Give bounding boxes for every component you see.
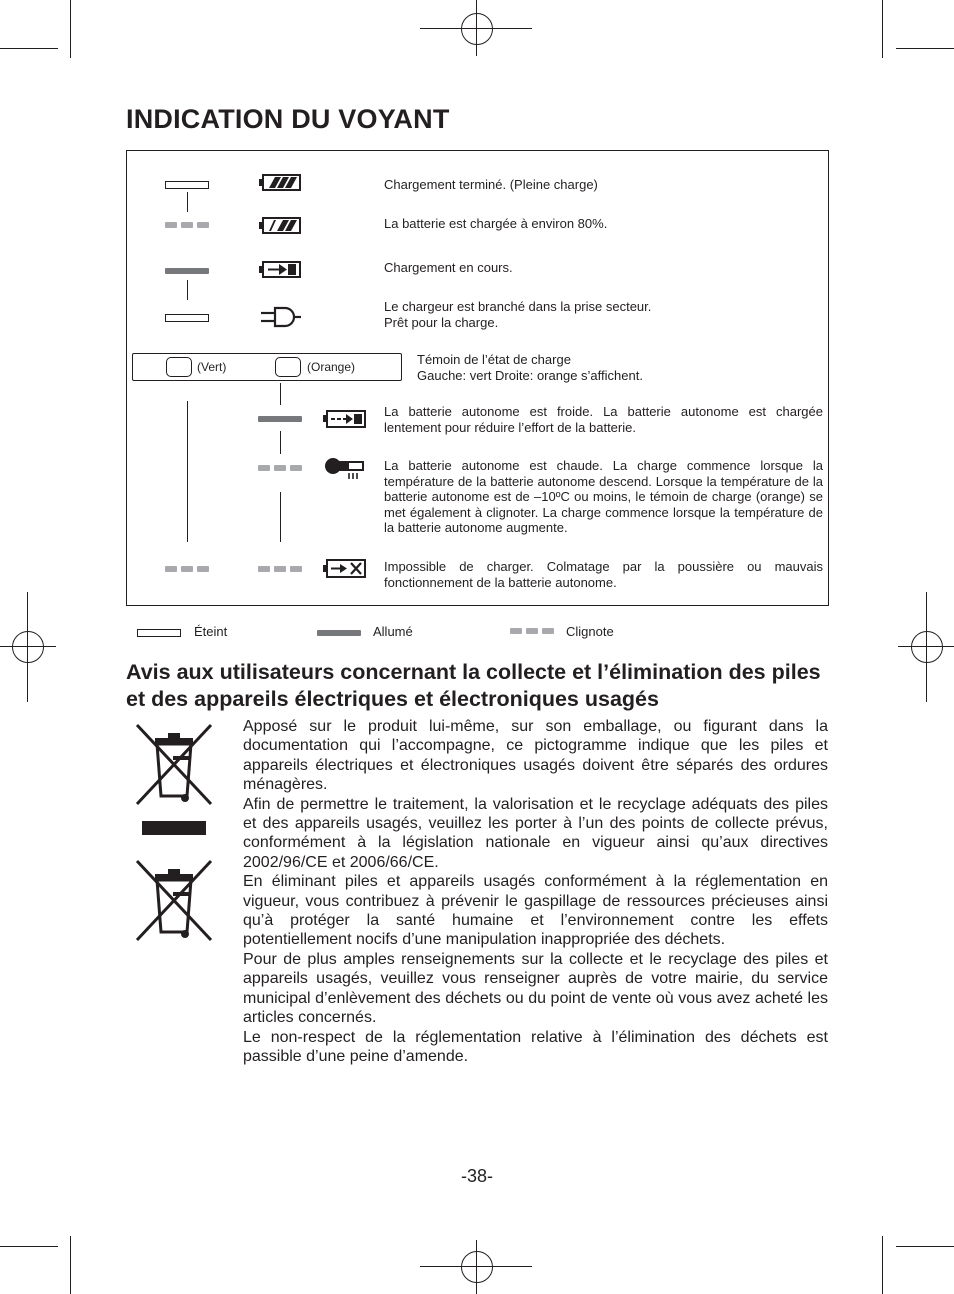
page-title: INDICATION DU VOYANT (126, 104, 450, 134)
indicator-blink (258, 465, 302, 471)
key-off-swatch (137, 629, 181, 637)
orange-label: (Orange) (307, 360, 356, 374)
registration-mark (12, 631, 44, 663)
error-text: Impossible de charger. Colmatage par la poussière ou mauvais fonctionnement de la batterie autonome. (384, 559, 823, 590)
key-on-label: Allumé (373, 624, 413, 639)
connector-line (280, 431, 281, 454)
paragraph: Le non-respect de la réglementation relative à l’élimination des déchets est passible d’une peine d’amende. (243, 1028, 828, 1065)
battery-80-icon (259, 215, 303, 237)
indicator-blink (165, 566, 209, 572)
key-blink-swatch (510, 628, 554, 634)
thermometer-hot-icon (323, 455, 369, 481)
connector-line (187, 280, 188, 300)
plug-icon (259, 305, 303, 329)
row-text (384, 299, 824, 330)
registration-mark (911, 631, 943, 663)
crop-mark (882, 1236, 883, 1294)
section-title: Avis aux utilisateurs concernant la collecte et l’élimination des piles et des appareils électriques et électroniques usagés (126, 660, 821, 711)
crossed-bin-icon (135, 722, 215, 808)
battery-full-icon (259, 172, 303, 194)
connector-line (187, 192, 188, 212)
crop-mark (0, 1246, 58, 1247)
indicator-on (165, 268, 209, 274)
registration-mark (461, 13, 493, 45)
battery-cold-icon (323, 408, 369, 430)
indicator-blink (258, 566, 302, 572)
cold-text: La batterie autonome est froide. La batterie autonome est chargée lentement pour réduire l’effort de la batterie. (384, 404, 823, 435)
row-text: Chargement en cours. (384, 260, 513, 275)
key-on-swatch (317, 630, 361, 636)
connector-line (280, 383, 281, 405)
paragraph: Pour de plus amples renseignements sur la collecte et le recyclage des piles et appareils usagés, veuillez vous renseigner auprès de votre mairie, du service municipal d’enlèvement des déchets ou du point de vente où vous avez acheté les articles concernés. (243, 950, 828, 1027)
connector-line (187, 401, 188, 542)
hot-text: La batterie autonome est chaude. La charge commence lorsque la température de la batterie autonome descend. Lorsque la température de la batterie autonome est de –10ºC ou moins, le témoin de charge (orange) se met également à clignoter. La charge commence lorsque la température de la batterie autonome augmente. (384, 458, 823, 535)
row-text: Chargement terminé. (Pleine charge) (384, 177, 598, 192)
status-lamp-text (417, 352, 817, 383)
key-off-label: Éteint (194, 624, 228, 639)
indicator-on (258, 416, 302, 422)
connector-line (280, 492, 281, 542)
crop-mark (896, 1246, 954, 1247)
registration-mark (461, 1251, 493, 1283)
orange-lamp-icon (275, 357, 301, 377)
paragraph: En éliminant piles et appareils usagés conformément à la réglementation en vigueur, vous contribuez à prévenir le gaspillage de ressources précieuses ainsi qu’à protéger la santé humaine et l’environnement contre les effets potentiellement nocifs d’une manipulation inappropriée des déchets. (243, 873, 828, 949)
status-lamp-line: Gauche: vert Droite: orange s’affichent. (417, 367, 643, 383)
battery-error-icon (323, 557, 369, 581)
crop-mark (0, 48, 58, 49)
crop-mark (70, 1236, 71, 1294)
indicator-blink (165, 222, 209, 228)
key-blink-label: Clignote (566, 624, 614, 639)
crop-mark (882, 0, 883, 58)
status-lamp-line: Témoin de l’état de charge (417, 352, 571, 367)
paragraph: Afin de permettre le traitement, la valorisation et le recyclage adéquats des piles et des appareils usagés, veuillez les porter à l’un des points de collecte prévus, conformément à la législation nationale en vigueur ainsi qu’aux directives 2002/96/CE et 2006/66/CE. (243, 795, 828, 871)
green-lamp-icon (166, 357, 192, 377)
indicator-off (165, 314, 209, 322)
row-text-line: Le chargeur est branché dans la prise secteur. (384, 299, 652, 314)
separate-collection-bar (142, 821, 206, 835)
green-label: (Vert) (197, 360, 227, 374)
battery-charging-icon (259, 259, 303, 281)
row-text: La batterie est chargée à environ 80%. (384, 216, 608, 231)
notice-body (243, 717, 828, 1066)
paragraph: Apposé sur le produit lui-même, sur son emballage, ou figurant dans la documentation qui l’accompagne, ce pictogramme indique que les piles et appareils électriques et électroniques usagés doivent être séparés des ordures ménagères. (243, 718, 828, 794)
crop-mark (70, 0, 71, 58)
row-text-line: Prêt pour la charge. (384, 314, 499, 330)
page-number: -38- (460, 1166, 493, 1186)
indicator-off (165, 181, 209, 189)
crop-mark (896, 48, 954, 49)
crossed-bin-icon (135, 858, 215, 944)
